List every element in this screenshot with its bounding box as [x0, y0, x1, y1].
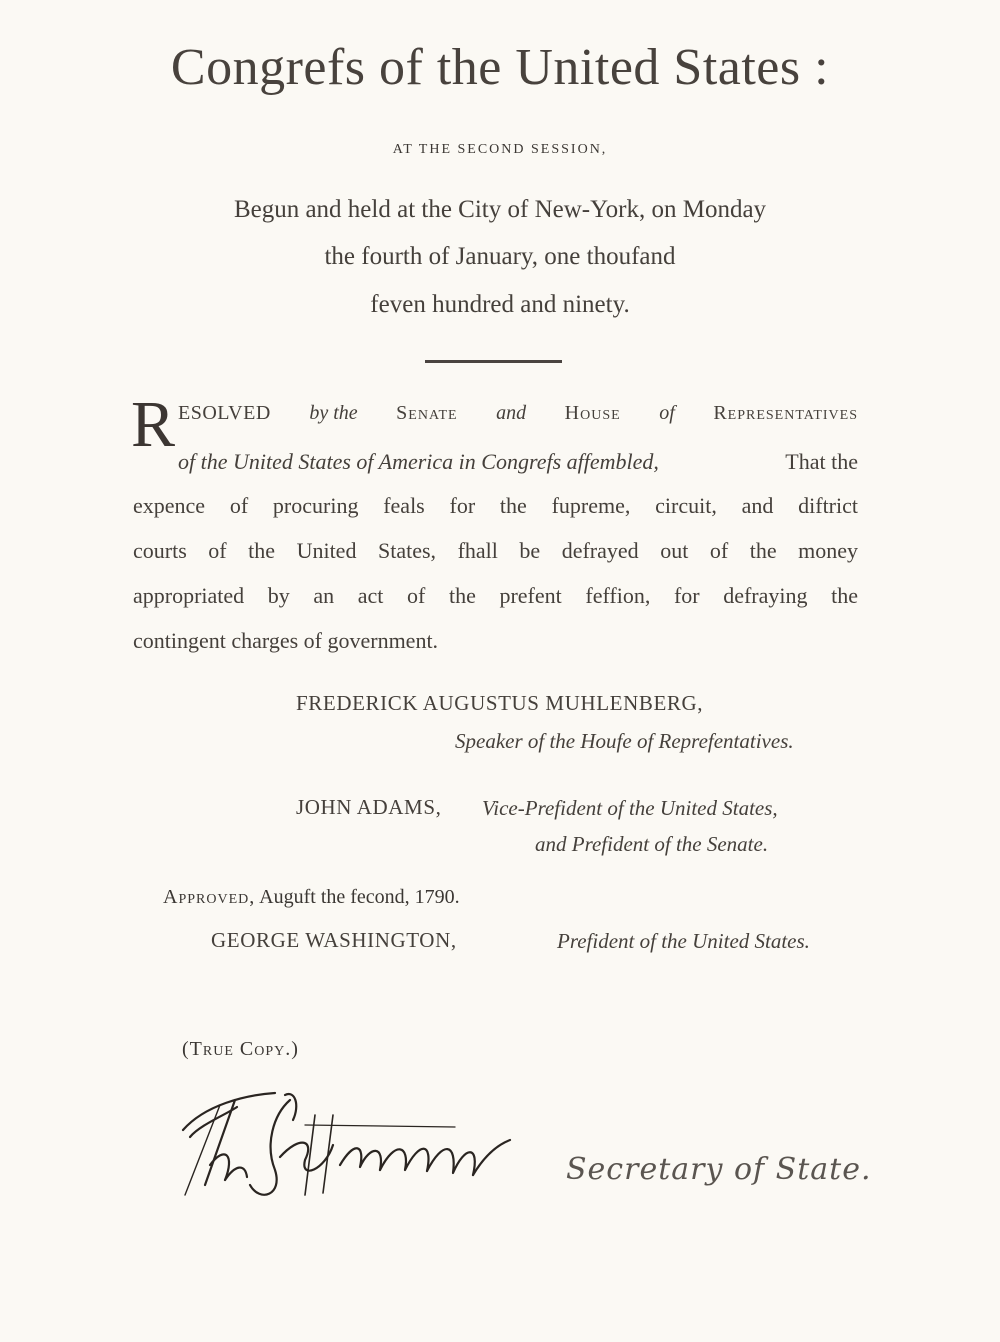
assembled-clause: of the United States of America in Congrefs affembled, [178, 449, 659, 474]
approved-date: Auguft the fecond, 1790. [259, 886, 460, 908]
drop-cap: R [131, 388, 176, 461]
president-name: GEORGE WASHINGTON, [211, 928, 457, 952]
begun-line-1: Begun and held at the City of New-York, on Monday [233, 196, 767, 223]
speaker-title: Speaker of the Houfe of Reprefentatives. [455, 729, 794, 753]
resolution-body-line-3: appropriated by an act of the prefent feffion, for defraying the [133, 583, 858, 608]
president-title: Prefident of the United States. [557, 929, 810, 953]
begun-line-2: the fourth of January, one thoufand [324, 243, 676, 270]
senate-word: Senate [396, 402, 458, 424]
vice-president-name: JOHN ADAMS, [296, 795, 442, 819]
approved-label: Approved, [163, 886, 256, 908]
and-text: and [496, 402, 527, 424]
secretary-of-state-title: Secretary of State. [566, 1152, 872, 1187]
resolution-body-line-2: courts of the United States, fhall be defrayed out of the money [133, 538, 858, 563]
resolved-word: ESOLVED [178, 402, 271, 424]
vice-president-title-2: and Prefident of the Senate. [535, 832, 769, 856]
jefferson-signature [165, 1085, 560, 1205]
begun-line-3: feven hundred and ninety. [370, 291, 630, 318]
true-copy-label: (True Copy.) [182, 1038, 299, 1060]
that-the-text: That the [785, 449, 858, 474]
resolution-line-2 [178, 449, 858, 475]
session-heading: AT THE SECOND SESSION, [392, 142, 608, 157]
by-the-text: by the [309, 402, 358, 424]
resolution-body-line-4: contingent charges of government. [133, 628, 439, 653]
resolution-line-1 [178, 402, 858, 425]
speaker-name: FREDERICK AUGUSTUS MUHLENBERG, [296, 691, 704, 715]
resolution-body-line-1: expence of procuring feals for the fupreme, circuit, and diftrict [133, 493, 858, 518]
document-title: Congrefs of the United States : [170, 39, 830, 96]
of-text: of [659, 402, 675, 424]
house-word: House [564, 402, 621, 424]
vice-president-title-1: Vice-Prefident of the United States, [482, 796, 778, 820]
approval-line [163, 886, 460, 909]
representatives-word: Representatives [713, 402, 858, 424]
section-divider [425, 360, 562, 363]
